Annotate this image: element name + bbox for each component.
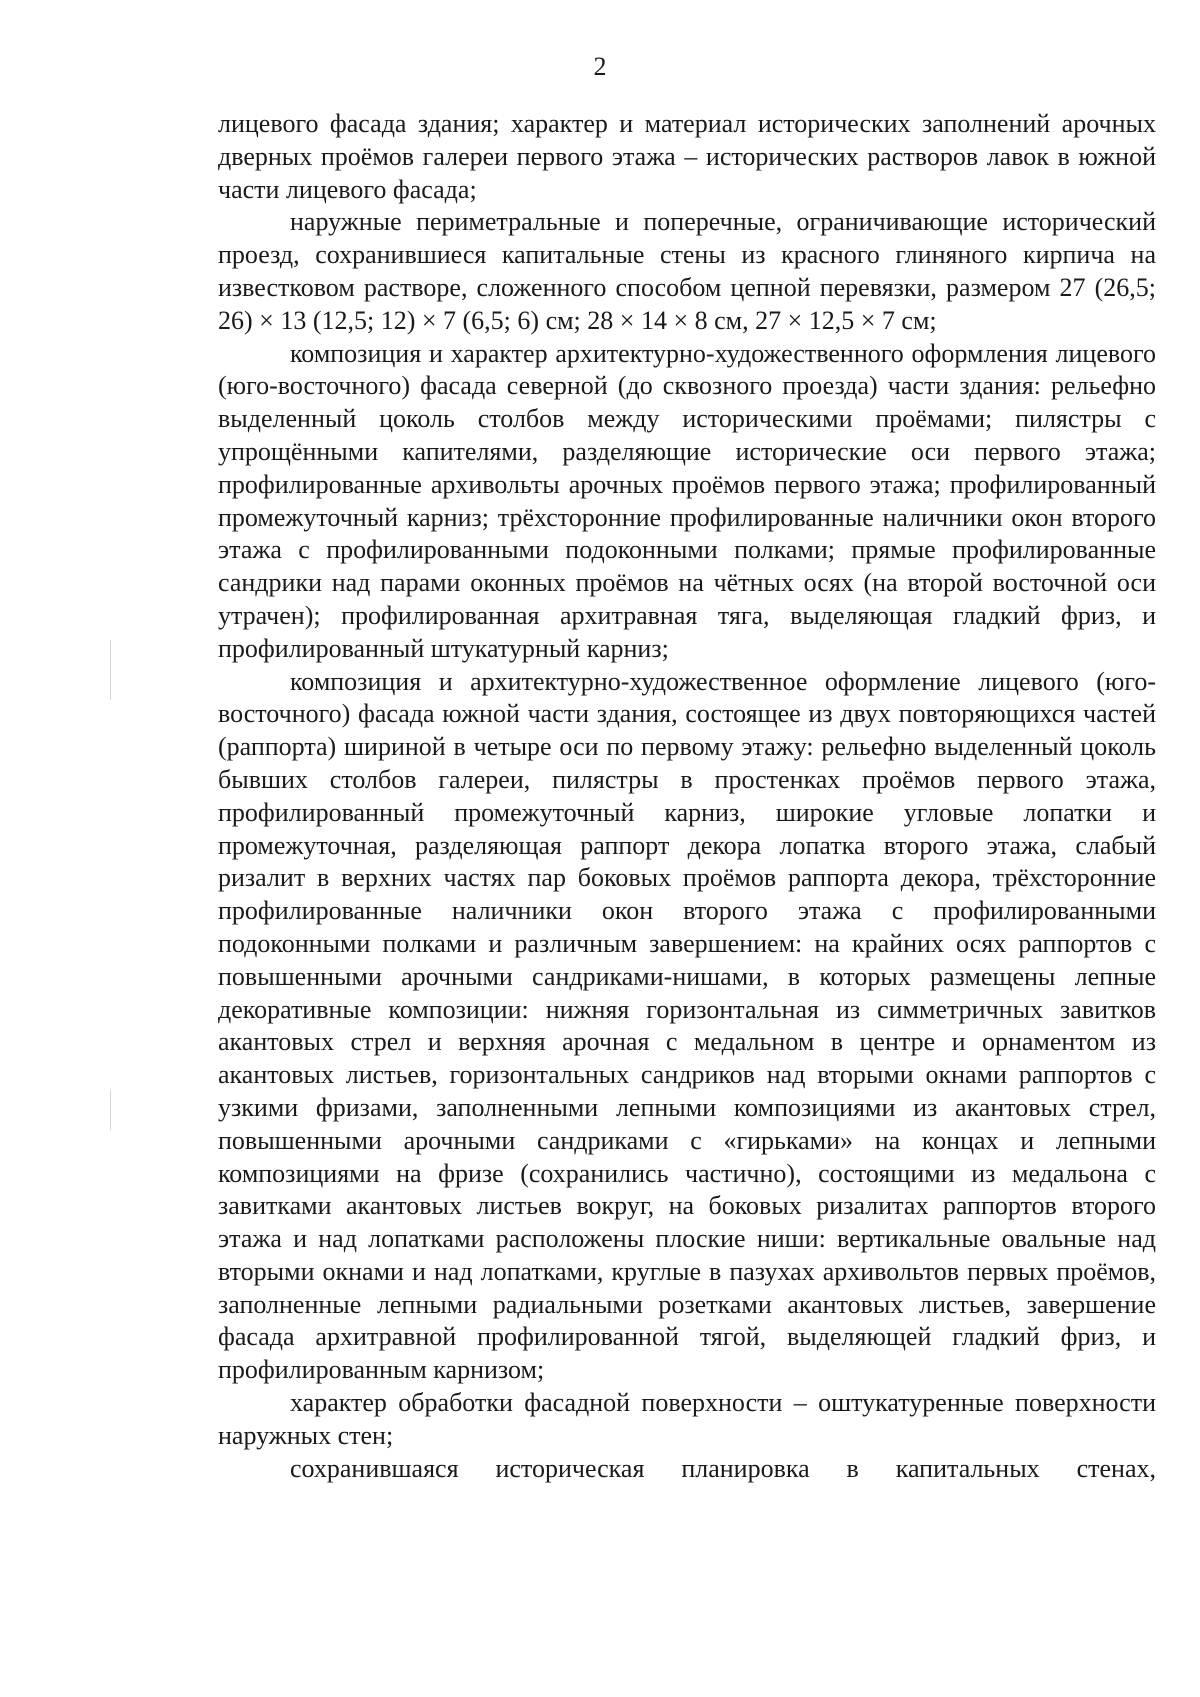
scan-artifact-line	[110, 1090, 111, 1130]
page-number: 2	[593, 52, 607, 81]
document-body	[218, 108, 1156, 1485]
paragraph-historic-layout: сохранившаяся историческая планировка в капитальных стенах,	[290, 1453, 1156, 1483]
paragraph-north-facade: композиция и характер архитектурно-художественного оформления лицевого (юго-восточного) фасада северной (до сквозного проезда) части здания: рельефно выделенный цоколь столбов между историческими проёмами; пилястры с упрощёнными капителями, разделяющие исторические оси первого этажа; профилированные архивольты арочных проёмов первого этажа; профилированный промежуточный карниз; трёхсторонние профилированные наличники окон второго этажа с профилированными подоконными полками; прямые профилированные сандрики над парами оконных проёмов на чётных осях (на второй восточной оси утрачен); профилированная архитравная тяга, выделяющая гладкий фриз, и профилированный штукатурный карниз;	[218, 338, 1156, 663]
paragraph-facade-fillings: лицевого фасада здания; характер и материал исторических заполнений арочных дверных проёмов галереи первого этажа – исторических растворов лавок в южной части лицевого фасада;	[218, 109, 1156, 204]
paragraph-capital-walls: наружные периметральные и поперечные, ограничивающие исторический проезд, сохранившиеся капитальные стены из красного глиняного кирпича на известковом растворе, сложенного способом цепной перевязки, размером 27 (26,5; 26) × 13 (12,5; 12) × 7 (6,5; 6) см; 28 × 14 × 8 см, 27 × 12,5 × 7 см;	[218, 207, 1156, 335]
scan-artifact-line	[110, 640, 111, 700]
paragraph-south-facade: композиция и архитектурно-художественное оформление лицевого (юго-восточного) фасада южной части здания, состоящее из двух повторяющихся частей (раппорта) шириной в четыре оси по первому этажу: рельефно выделенный цоколь бывших столбов галереи, пилястры в простенках проёмов первого этажа, профилированный промежуточный карниз, широкие угловые лопатки и промежуточная, разделяющая раппорт декора лопатка второго этажа, слабый ризалит в верхних частях пар боковых проёмов раппорта декора, трёхсторонние профилированные наличники окон второго этажа с профилированными подоконными полками и различным завершением: на крайних осях раппортов с повышенными арочными сандриками-нишами, в которых размещены лепные декоративные композиции: нижняя горизонтальная из симметричных завитков акантовых стрел и верхняя арочная с медальном в центре и орнаментом из акантовых листьев, горизонтальных сандриков над вторыми окнами раппортов с узкими фризами, заполненными лепными композициями из акантовых стрел, повышенными арочными сандриками с «гирьками» на концах и лепными композициями на фризе (сохранились частично), состоящими из медальона с завитками акантовых листьев вокруг, на боковых ризалитах раппортов второго этажа и над лопатками расположены плоские ниши: вертикальные овальные над вторыми окнами и над лопатками, круглые в пазухах архивольтов первых проёмов, заполненные лепными радиальными розетками акантовых листьев, завершение фасада архитравной профилированной тягой, выделяющей гладкий фриз, и профилированным карнизом;	[218, 666, 1156, 1385]
paragraph-surface-finish: характер обработки фасадной поверхности – оштукатуренные поверхности наружных стен;	[218, 1388, 1156, 1450]
